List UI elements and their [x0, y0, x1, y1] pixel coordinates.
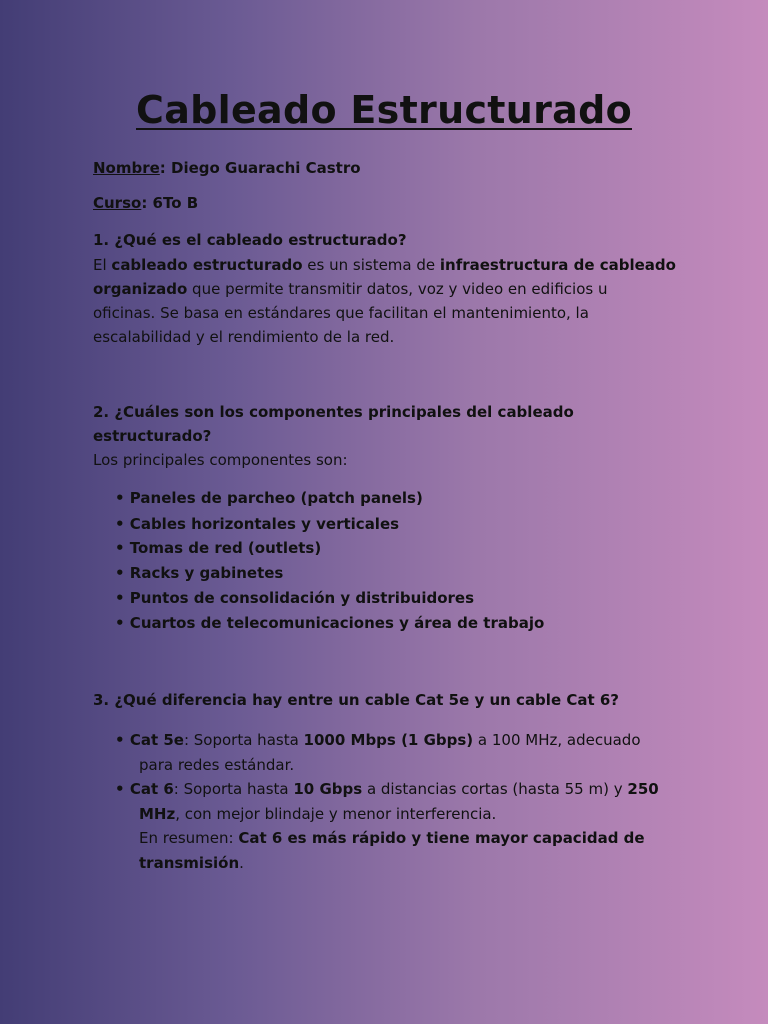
cat6-text: a distancias cortas (hasta 55 m) y — [362, 780, 628, 798]
curso-label: Curso — [93, 194, 142, 212]
summary-bold: Cat 6 es más rápido y tiene mayor capacidad de — [238, 829, 645, 847]
cat6-text: , con mejor blindaje y menor interferencia. — [175, 805, 497, 823]
cat5e-text: a 100 MHz, adecuado — [473, 731, 641, 749]
nombre-line — [93, 156, 361, 180]
curso-value: : 6To B — [141, 194, 199, 212]
list-item: • Tomas de red (outlets) — [115, 539, 322, 557]
summary-line-1 — [139, 826, 645, 850]
cat5e-line-2: para redes estándar. — [139, 756, 295, 774]
list-item: • Paneles de parcheo (patch panels) — [115, 489, 423, 507]
summary-bold: transmisión — [139, 854, 240, 872]
bullet-mark: • — [115, 780, 130, 798]
list-item: • Cuartos de telecomunicaciones y área de trabajo — [115, 614, 545, 632]
bullet-mark: • — [115, 731, 130, 749]
curso-line — [93, 191, 198, 215]
cat6-line-1 — [115, 777, 659, 801]
nombre-label: Nombre — [93, 159, 160, 177]
list-item: • Puntos de consolidación y distribuidores — [115, 589, 475, 607]
q2-heading-line-1: 2. ¿Cuáles son los componentes principales del cableado — [93, 403, 574, 421]
nombre-value: : Diego Guarachi Castro — [159, 159, 361, 177]
q1-bold-term: infraestructura de cableado — [439, 256, 676, 274]
cat6-name: Cat 6 — [129, 780, 174, 798]
q2-heading-line-2: estructurado? — [93, 427, 212, 445]
cat6-speed: 10 Gbps — [293, 780, 363, 798]
list-item: • Cables horizontales y verticales — [115, 515, 400, 533]
q1-bold-term: cableado estructurado — [111, 256, 303, 274]
q1-text: El — [93, 256, 112, 274]
cat5e-speed: 1000 Mbps (1 Gbps) — [303, 731, 474, 749]
q1-answer-line-4: escalabilidad y el rendimiento de la red. — [93, 328, 395, 346]
summary-line-2 — [139, 851, 244, 875]
cat5e-text: : Soporta hasta — [183, 731, 304, 749]
cat6-frequency-unit: MHz — [139, 805, 176, 823]
summary-text: . — [239, 854, 244, 872]
cat5e-line-1 — [115, 728, 641, 752]
q2-intro: Los principales componentes son: — [93, 451, 348, 469]
q1-answer-line-2 — [93, 277, 607, 301]
q1-bold-term: organizado — [93, 280, 188, 298]
document-title: Cableado Estructurado — [136, 88, 632, 132]
q1-answer-line-3: oficinas. Se basa en estándares que facilitan el mantenimiento, la — [93, 304, 589, 322]
cat6-line-2 — [139, 802, 496, 826]
q1-text: que permite transmitir datos, voz y video en edificios u — [187, 280, 608, 298]
cat6-frequency: 250 — [627, 780, 659, 798]
cat5e-name: Cat 5e — [129, 731, 184, 749]
q1-text: es un sistema de — [302, 256, 440, 274]
q1-heading: 1. ¿Qué es el cableado estructurado? — [93, 231, 407, 249]
q1-answer-line-1 — [93, 253, 676, 277]
list-item: • Racks y gabinetes — [115, 564, 284, 582]
cat6-text: : Soporta hasta — [173, 780, 294, 798]
summary-text: En resumen: — [139, 829, 239, 847]
q3-heading: 3. ¿Qué diferencia hay entre un cable Cat 5e y un cable Cat 6? — [93, 691, 619, 709]
